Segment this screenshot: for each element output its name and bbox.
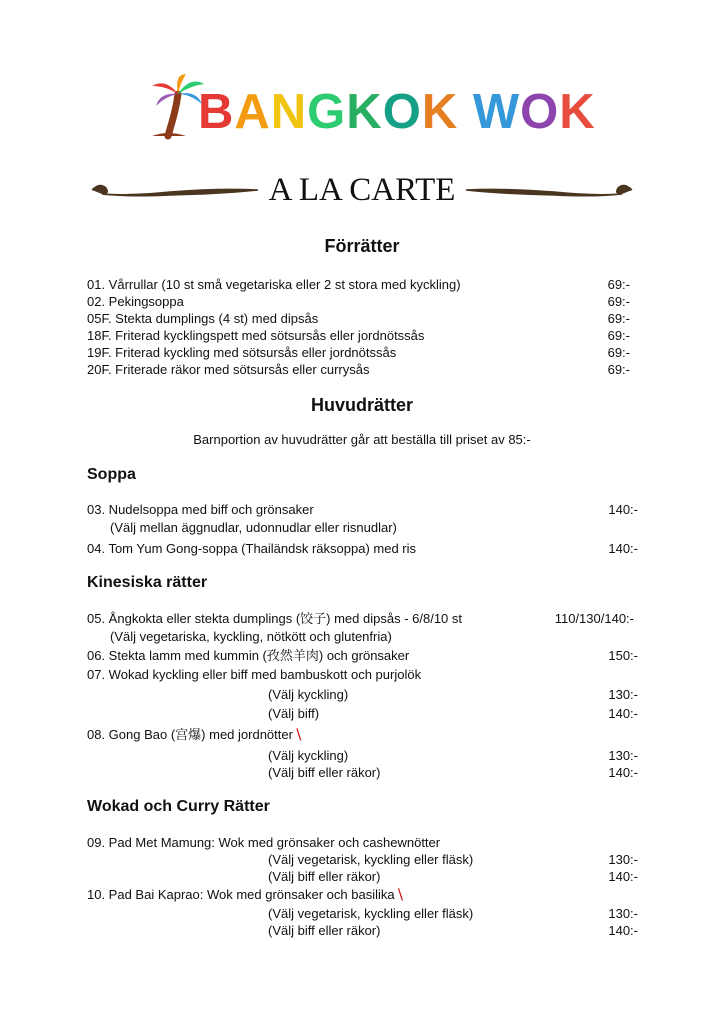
item-10-price-2: 140:- [608, 923, 638, 938]
section-heading-soppa: Soppa [87, 466, 136, 483]
palm-tree-icon [146, 72, 206, 142]
item-09-price-1: 130:- [608, 852, 638, 867]
chili-pepper-icon: ⧹ [398, 887, 403, 902]
item-10-option-1: (Välj vegetarisk, kyckling eller fläsk) [268, 906, 474, 921]
menu-item-04: 04. Tom Yum Gong-soppa (Thailändsk räksoppa) med ris [87, 541, 417, 556]
item-08-price-2: 140:- [608, 765, 638, 780]
item-09-price-2: 140:- [608, 869, 638, 884]
item-05-options: (Välj vegetariska, kyckling, nötkött och glutenfria) [110, 629, 392, 644]
logo-letter: W [472, 85, 521, 139]
item-03-options: (Välj mellan äggnudlar, udonnudlar eller risnudlar) [110, 520, 397, 535]
item-10-price-1: 130:- [608, 906, 638, 921]
menu-item-06: 06. Stekta lamm med kummin (孜然羊肉) och grönsaker [87, 648, 410, 663]
price-forratter: 69:- [607, 294, 630, 309]
logo-letter: O [520, 85, 560, 139]
item-07-option-2: (Välj biff) [268, 706, 320, 721]
price-forratter: 69:- [607, 277, 630, 292]
item-08-price-1: 130:- [608, 748, 638, 763]
item-10-option-2: (Välj biff eller räkor) [268, 923, 381, 938]
menu-item-forratter: 05F. Stekta dumplings (4 st) med dipsås [87, 311, 319, 326]
item-07-option-1: (Välj kyckling) [268, 687, 349, 702]
title-banner [0, 170, 724, 210]
item-08-option-1: (Välj kyckling) [268, 748, 349, 763]
child-portion-note: Barnportion av huvudrätter går att beställa till priset av 85:- [193, 432, 531, 447]
menu-item-07: 07. Wokad kyckling eller biff med bambuskott och purjolök [87, 667, 422, 682]
logo-text [198, 85, 596, 139]
menu-item-forratter: 01. Vårrullar (10 st små vegetariska eller 2 st stora med kyckling) [87, 277, 461, 292]
logo-letter: A [234, 85, 271, 139]
menu-item-forratter: 18F. Friterad kycklingspett med sötsursås eller jordnötssås [87, 328, 425, 343]
menu-item-forratter: 20F. Friterade räkor med sötsursås eller currysås [87, 362, 370, 377]
menu-item-03: 03. Nudelsoppa med biff och grönsaker [87, 502, 314, 517]
swirl-divider-icon [464, 180, 634, 202]
item-09-option-1: (Välj vegetarisk, kyckling eller fläsk) [268, 852, 474, 867]
logo-letter: G [307, 85, 347, 139]
item-09-option-2: (Välj biff eller räkor) [268, 869, 381, 884]
section-heading-wokad: Wokad och Curry Rätter [87, 798, 270, 815]
price-forratter: 69:- [607, 311, 630, 326]
logo-letter: B [198, 85, 235, 139]
logo-letter: K [559, 85, 596, 139]
logo-letter [458, 88, 473, 137]
item-08-name: 08. Gong Bao (宫爆) med jordnötter [87, 727, 293, 742]
price-forratter: 69:- [607, 328, 630, 343]
logo-letter: N [270, 85, 308, 139]
chili-pepper-icon: ⧹ [296, 727, 301, 742]
price-forratter: 69:- [607, 345, 630, 360]
item-07-price-2: 140:- [608, 706, 638, 721]
menu-item-09: 09. Pad Met Mamung: Wok med grönsaker och cashewnötter [87, 835, 441, 850]
section-heading-forratter: Förrätter [324, 236, 400, 256]
menu-item-10 [87, 887, 403, 903]
item-10-name: 10. Pad Bai Kaprao: Wok med grönsaker och basilika [87, 887, 395, 902]
page-title: A LA CARTE [268, 172, 456, 208]
price-03: 140:- [608, 502, 638, 517]
price-04: 140:- [608, 541, 638, 556]
item-07-price-1: 130:- [608, 687, 638, 702]
menu-item-05: 05. Ångkokta eller stekta dumplings (饺子) med dipsås - 6/8/10 st [87, 611, 463, 626]
price-05: 110/130/140:- [554, 611, 634, 626]
menu-item-08 [87, 727, 301, 743]
logo-letter: O [382, 85, 422, 139]
price-forratter: 69:- [607, 362, 630, 377]
price-06: 150:- [608, 648, 638, 663]
section-heading-huvudratter: Huvudrätter [310, 395, 413, 415]
menu-item-forratter: 19F. Friterad kyckling med sötsursås eller jordnötssås [87, 345, 397, 360]
menu-item-forratter: 02. Pekingsoppa [87, 294, 184, 309]
logo-letter: K [346, 85, 383, 139]
section-heading-kinesiska: Kinesiska rätter [87, 574, 208, 591]
logo [146, 72, 596, 152]
item-08-option-2: (Välj biff eller räkor) [268, 765, 381, 780]
logo-letter: K [421, 85, 459, 139]
